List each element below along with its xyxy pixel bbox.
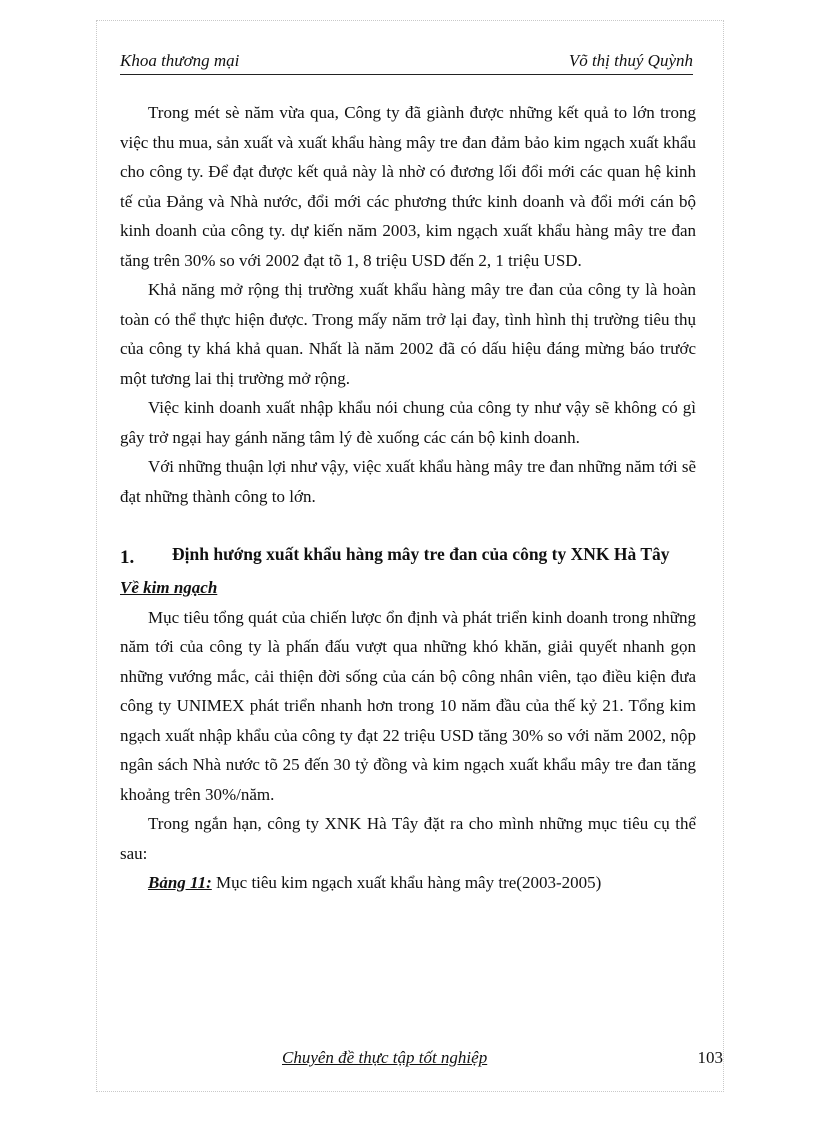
table-caption-text: Mục tiêu kim ngạch xuất khẩu hàng mây tre(2003-2005) xyxy=(211,873,602,892)
subheading: Về kim ngạch xyxy=(120,578,218,597)
page-header xyxy=(120,51,693,75)
header-author: Võ thị thuý Quỳnh xyxy=(568,51,693,70)
section-title: Định hướng xuất khẩu hàng mây tre đan của công ty XNK Hà Tây xyxy=(172,544,670,564)
footer-title: Chuyên đề thực tập tốt nghiệp xyxy=(282,1048,488,1067)
paragraph: Việc kinh doanh xuất nhập khẩu nói chung của công ty như vậy sẽ không có gì gây trở ngại hay gánh năng tâm lý đè xuống các cán bộ kinh doanh. xyxy=(120,398,696,447)
paragraph: Khả năng mở rộng thị trường xuất khẩu hàng mây tre đan của công ty là hoàn toàn có thể thực hiện được. Trong mấy năm trở lại đay, tình hình thị trường tiêu thụ của công ty khá khả quan. Nhất là năm 2002 đã có dấu hiệu đáng mừng báo trước một tương lai thị trường mở rộng. xyxy=(120,280,696,388)
page-number: 103 xyxy=(697,1048,723,1067)
header-faculty: Khoa thương mại xyxy=(120,51,240,70)
section-heading xyxy=(120,539,696,573)
document-body xyxy=(120,98,696,898)
paragraph: Mục tiêu tổng quát của chiến lược ổn định và phát triển kinh doanh trong những năm tới của công ty là phấn đấu vượt qua những khó khăn, giải quyết nhanh gọn những vướng mắc, cải thiện đời sống của cán bộ công nhân viên, tạo điều kiện đưa công ty UNIMEX phát triển nhanh hơn trong 10 năm đầu của thế kỷ 21. Tổng kim ngạch xuất nhập khẩu của công ty đạt 22 triệu USD tăng 30% so với năm 2002, nộp ngân sách Nhà nước tõ 25 đến 30 tỷ đồng và kim ngạch xuất khẩu mây tre đan tăng khoảng trên 30%/năm. xyxy=(120,607,696,804)
table-caption-label: Bảng 11: xyxy=(148,873,212,892)
paragraph: Với những thuận lợi như vậy, việc xuất khẩu hàng mây tre đan những năm tới sẽ đạt những thành công to lớn. xyxy=(120,457,696,506)
table-caption xyxy=(120,868,696,898)
paragraph: Trong mét sè năm vừa qua, Công ty đã giành được những kết quả to lớn trong việc thu mua, sản xuất và xuất khẩu hàng mây tre đan đảm bảo kim ngạch xuất khẩu cho công ty. Để đạt được kết quả này là nhờ có đương lối đổi mới các quan hệ kinh tế của Đảng và Nhà nước, đổi mới các phương thức kinh doanh và đổi mới cán bộ kinh doanh của công ty. dự kiến năm 2003, kim ngạch xuất khẩu hàng mây tre đan tăng trên 30% so với 2002 đạt tõ 1, 8 triệu USD đến 2, 1 triệu USD. xyxy=(120,103,696,270)
paragraph: Trong ngắn hạn, công ty XNK Hà Tây đặt ra cho mình những mục tiêu cụ thể sau: xyxy=(120,814,696,863)
section-number: 1. xyxy=(120,547,135,568)
